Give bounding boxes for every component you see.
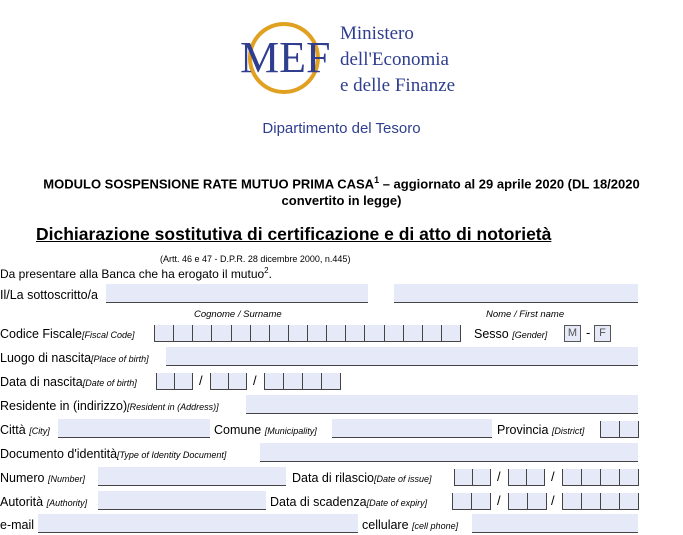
document-subtitle: Dichiarazione sostitutiva di certificazione e di atto di notorietà (36, 224, 552, 244)
identity-document-field[interactable] (260, 443, 638, 462)
ministry-line-3: e delle Finanze (340, 75, 456, 96)
instruction-text: Da presentare alla Banca che ha erogato il mutuo$^2$. (0, 266, 272, 281)
municipality-label: Comune [Municipality] (214, 423, 317, 437)
date-slash: / (253, 373, 257, 388)
law-reference: (Artt. 46 e 47 - D.P.R. 28 dicembre 2000, n.445) (160, 254, 351, 264)
surname-field[interactable] (106, 284, 368, 303)
issue-month-boxes[interactable] (508, 469, 545, 486)
identity-document-label: Documento d'identità[Type of Identity Document] (0, 447, 227, 461)
expiry-month-boxes[interactable] (508, 493, 547, 510)
address-label: Residente in (indirizzo)[Resident in (Address)] (0, 399, 219, 413)
date-slash: / (551, 493, 555, 508)
ministry-line-2: dell'Economia (340, 49, 449, 70)
gender-f-box[interactable]: F (594, 325, 611, 342)
address-field[interactable] (246, 395, 638, 414)
mef-logo (236, 16, 332, 96)
sottoscritto-label: Il/La sottoscritto/a (0, 288, 98, 302)
district-boxes[interactable] (600, 421, 639, 438)
district-label: Provincia [District] (497, 423, 585, 437)
birth-month-boxes[interactable] (210, 373, 247, 390)
cell-phone-label: cellulare [cell phone] (362, 518, 459, 532)
issue-year-boxes[interactable] (562, 469, 639, 486)
authority-label: Autorità [Authority] (0, 495, 88, 509)
ministry-line-1: Ministero (340, 23, 414, 44)
cell-phone-field[interactable] (472, 514, 638, 533)
first-name-field[interactable] (394, 284, 638, 303)
expiry-date-label: Data di scadenza[Date of expiry] (270, 495, 428, 509)
birth-day-boxes[interactable] (156, 373, 193, 390)
gender-separator: - (586, 325, 591, 340)
first-name-caption: Nome / First name (486, 309, 565, 320)
fiscal-code-boxes[interactable] (154, 325, 461, 342)
document-number-field[interactable] (98, 467, 286, 486)
issue-date-label: Data di rilascio[Date of issue] (292, 471, 432, 485)
date-of-birth-label: Data di nascita[Date of birth] (0, 375, 137, 389)
place-of-birth-label: Luogo di nascita[Place of birth] (0, 351, 149, 365)
email-field[interactable] (38, 514, 358, 533)
surname-caption: Cognome / Surname (194, 309, 282, 320)
authority-field[interactable] (98, 491, 266, 510)
municipality-field[interactable] (332, 419, 492, 438)
gender-m-box[interactable]: M (564, 325, 581, 342)
issue-day-boxes[interactable] (454, 469, 491, 486)
city-field[interactable] (58, 419, 210, 438)
gender-label: Sesso [Gender] (474, 327, 548, 341)
place-of-birth-field[interactable] (166, 347, 638, 366)
document-title: MODULO SOSPENSIONE RATE MUTUO PRIMA CASA$^1$ – aggiornato al 29 aprile 2020 (DL 18/2020 convertito in legge) (43, 175, 640, 209)
birth-year-boxes[interactable] (264, 373, 341, 390)
expiry-year-boxes[interactable] (562, 493, 639, 510)
document-number-label: Numero [Number] (0, 471, 85, 485)
svg-text:MEF: MEF (240, 33, 331, 82)
date-slash: / (199, 373, 203, 388)
department-name: Dipartimento del Tesoro (262, 120, 421, 137)
date-slash: / (551, 469, 555, 484)
fiscal-code-label: Codice Fiscale[Fiscal Code] (0, 327, 135, 341)
city-label: Città [City] (0, 423, 50, 437)
expiry-day-boxes[interactable] (452, 493, 491, 510)
email-label: e-mail (0, 518, 35, 532)
date-slash: / (497, 493, 501, 508)
date-slash: / (497, 469, 501, 484)
